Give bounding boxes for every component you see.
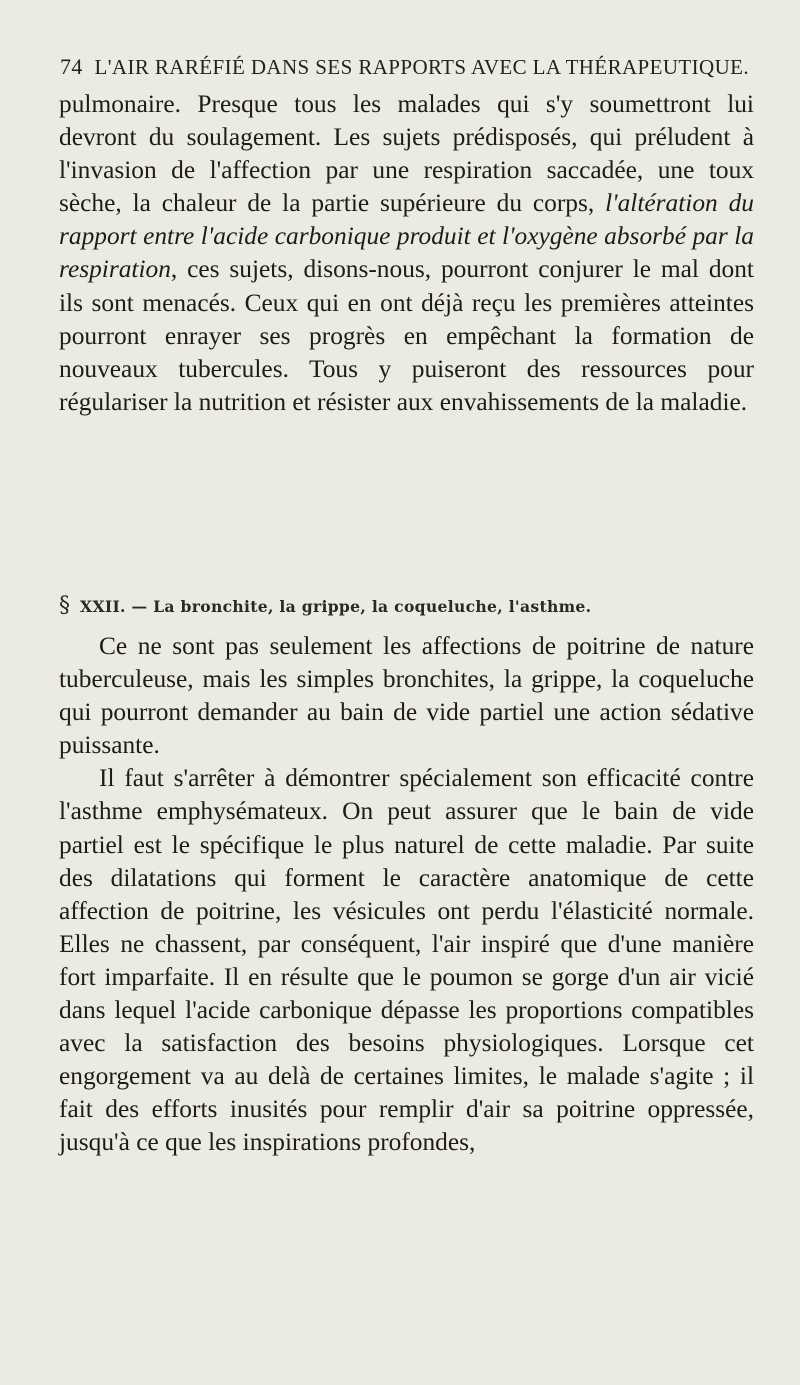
running-head [60,54,760,84]
section-heading [59,593,759,618]
section-symbol: § [59,593,71,618]
italic-phrase: l'altération du rapport entre l'acide carbonique produit et l'oxygène absorbé par la respiration [59,189,754,284]
paragraph-asthme: Il faut s'arrêter à démontrer spécialement son efficacité contre l'asthme emphysémateux. On peut assurer que le bain de vide partiel est le spécifique le plus naturel de cette maladie. Par suite des dilatations qui forment le caractère anatomique de cette affection de poitrine, les vésicules ont perdu l'élasticité normale. Elles ne chassent, par conséquent, l'air inspiré que d'une manière fort imparfaite. Il en résulte que le poumon se gorge d'un air vicié dans lequel l'acide carbonique dépasse les proportions compatibles avec la satisfaction des besoins physiologiques. Lorsque cet engorgement va au delà de certaines limites, le malade s'agite ; il fait des efforts inusités pour remplir d'air sa poitrine oppressée, jusqu'à ce que les inspirations profondes, [59,764,754,1157]
running-title: L'AIR RARÉFIÉ DANS SES RAPPORTS AVEC LA THÉRAPEUTIQUE. [94,55,750,79]
body-text-bottom [59,630,754,1160]
paragraph-continued [59,88,754,419]
page-number: 74 [60,54,83,79]
section-number: XXII. [80,597,126,616]
section-dash: — [131,597,148,616]
paragraph-text-end: , ces sujets, disons-nous, pourront conjurer le mal dont ils sont menacés. Ceux qui en ont déjà reçu les premières atteintes pourront enrayer ses progrès en empêchant la formation de nouveaux tubercules. Tous y puiseront des ressources pour régulariser la nutrition et résister aux envahissements de la maladie. [59,255,754,416]
paragraph-text-start: pulmonaire. Presque tous les malades qui s'y soumettront lui devront du soulagement. Les sujets prédisposés, qui préludent à l'invasion de l'affection par une respiration saccadée, une toux sèche, la chaleur de la partie supérieure du corps, [59,90,754,218]
paragraph-bronchites: Ce ne sont pas seulement les affections de poitrine de nature tuberculeuse, mais les simples bronchites, la grippe, la coqueluche qui pourront demander au bain de vide partiel une action sédative puissante. [59,632,754,760]
body-text-top [59,88,754,419]
section-title: La bronchite, la grippe, la coqueluche, l'asthme. [153,597,592,616]
